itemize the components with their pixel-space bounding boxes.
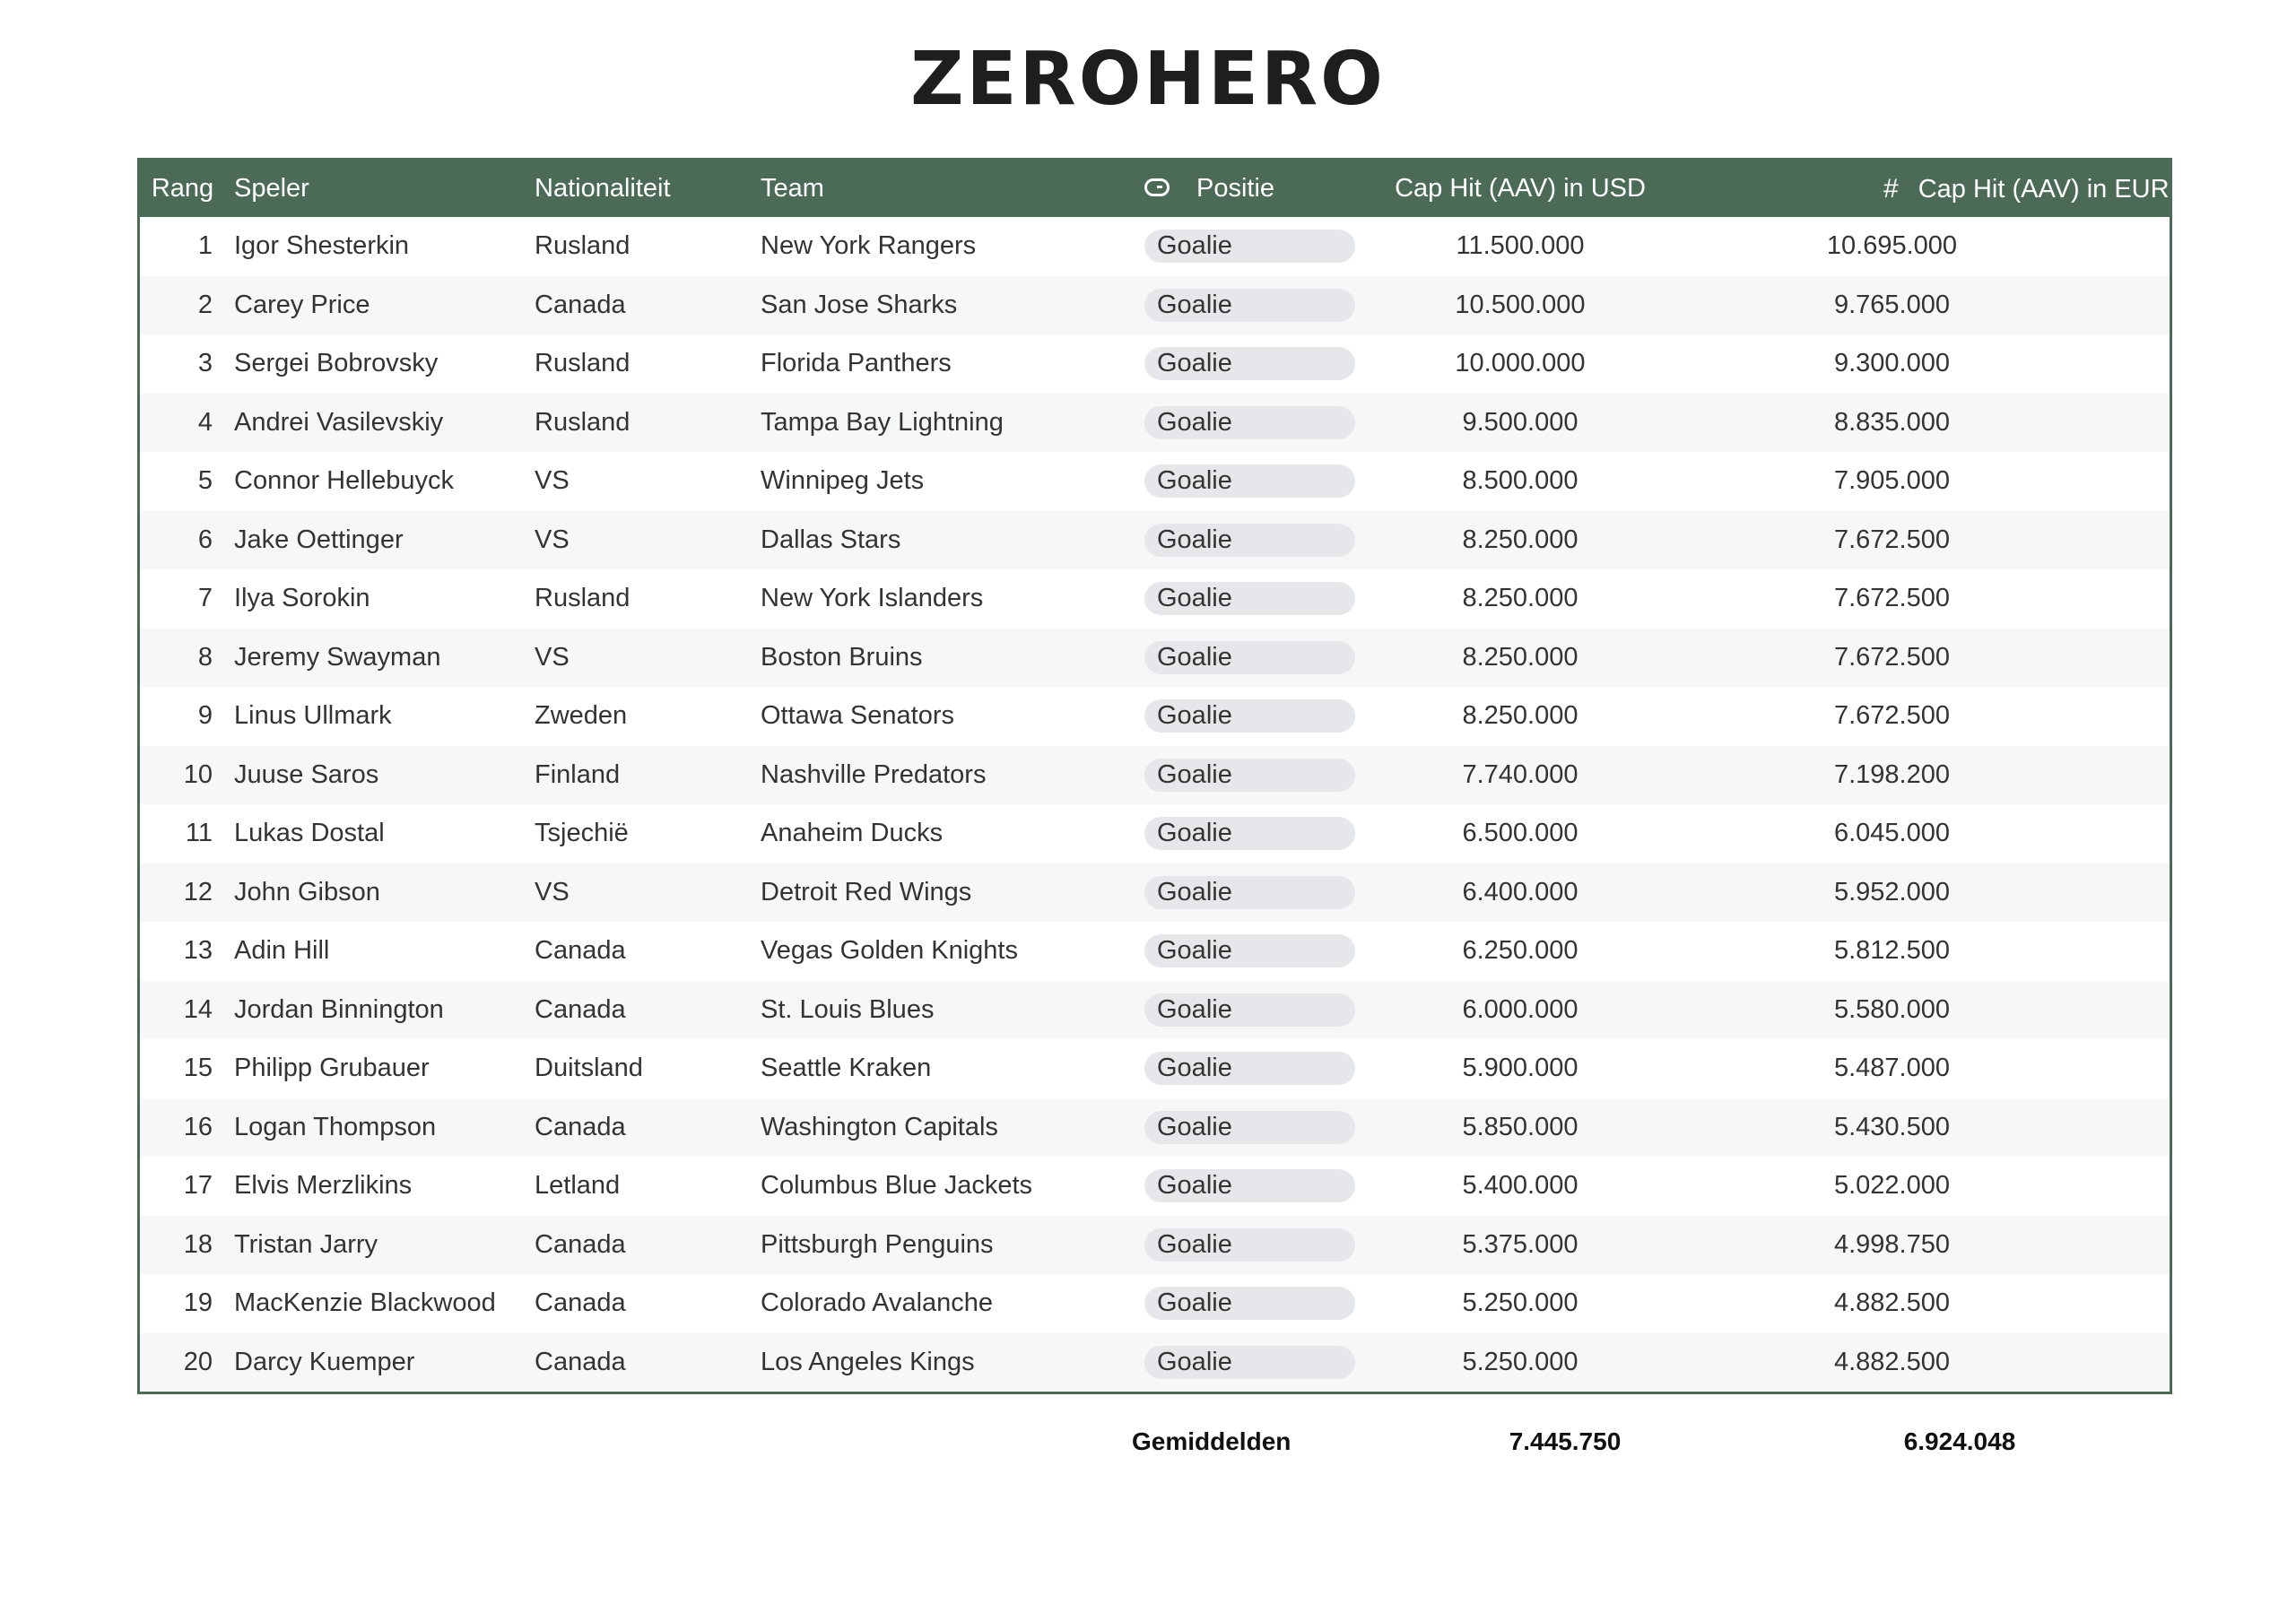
rank-cell: 18 bbox=[183, 1229, 213, 1259]
player-name-cell: John Gibson bbox=[234, 877, 380, 906]
rank-cell: 11 bbox=[185, 819, 213, 848]
player-name-cell: Connor Hellebuyck bbox=[234, 466, 455, 496]
position-pill: Goalie bbox=[1144, 641, 1355, 674]
rank-cell: 12 bbox=[183, 877, 213, 906]
cap-hit-usd-cell: 9.500.000 bbox=[1462, 407, 1578, 437]
position-cell bbox=[1137, 922, 1372, 981]
nationality-cell: Rusland bbox=[535, 349, 631, 378]
nationality-cell: Letland bbox=[535, 1171, 621, 1201]
position-cell bbox=[1137, 863, 1372, 923]
nationality-cell: Rusland bbox=[535, 584, 631, 613]
nationality-cell: Canada bbox=[535, 1229, 626, 1259]
table-row[interactable] bbox=[140, 746, 2170, 805]
nationality-cell: Rusland bbox=[535, 231, 631, 261]
position-pill: Goalie bbox=[1144, 1111, 1355, 1144]
nationality-cell: Canada bbox=[535, 936, 626, 966]
player-name-cell: Carey Price bbox=[234, 290, 370, 319]
player-name-cell: Darcy Kuemper bbox=[234, 1347, 415, 1376]
cap-hit-eur-cell: 5.580.000 bbox=[1833, 994, 1950, 1024]
cap-hit-usd-cell: 8.250.000 bbox=[1462, 584, 1578, 613]
table-row[interactable] bbox=[140, 276, 2170, 335]
player-name-cell: Logan Thompson bbox=[234, 1112, 437, 1141]
rank-cell: 7 bbox=[197, 584, 213, 613]
player-name-cell: Jeremy Swayman bbox=[234, 642, 441, 672]
table-row[interactable] bbox=[140, 1098, 2170, 1158]
cap-hit-eur-cell: 7.672.500 bbox=[1833, 584, 1950, 613]
cap-hit-usd-cell: 5.850.000 bbox=[1462, 1112, 1578, 1141]
position-cell bbox=[1137, 1098, 1372, 1158]
team-cell: Ottawa Senators bbox=[761, 701, 954, 731]
player-name-cell: Jordan Binnington bbox=[234, 994, 444, 1024]
table-header-row bbox=[140, 160, 2170, 217]
cap-hit-eur-cell: 7.672.500 bbox=[1833, 525, 1950, 554]
cap-hit-eur-cell: 7.198.200 bbox=[1833, 759, 1950, 789]
player-name-cell: Juuse Saros bbox=[234, 759, 379, 789]
position-cell bbox=[1137, 981, 1372, 1040]
table-row[interactable] bbox=[140, 217, 2170, 276]
player-name-cell: Jake Oettinger bbox=[234, 525, 404, 554]
cap-hit-eur-cell: 4.882.500 bbox=[1833, 1288, 1950, 1318]
cap-hit-eur-cell: 7.905.000 bbox=[1833, 466, 1950, 496]
nationality-cell: VS bbox=[535, 877, 570, 906]
header-eur-label: Cap Hit (AAV) in EUR bbox=[1918, 174, 2170, 204]
position-cell bbox=[1137, 746, 1372, 805]
nationality-cell: Canada bbox=[535, 1112, 626, 1141]
logo: ZEROHERO bbox=[910, 37, 1386, 122]
rank-cell: 9 bbox=[197, 701, 213, 731]
team-cell: Colorado Avalanche bbox=[761, 1288, 994, 1318]
cap-hit-usd-cell: 6.400.000 bbox=[1462, 877, 1578, 906]
table-row[interactable] bbox=[140, 687, 2170, 746]
averages-row bbox=[0, 1427, 2296, 1463]
position-pill: Goalie bbox=[1144, 934, 1355, 967]
team-cell: Dallas Stars bbox=[761, 525, 901, 554]
nationality-cell: VS bbox=[535, 525, 570, 554]
header-position[interactable] bbox=[1137, 160, 1372, 217]
table-row[interactable] bbox=[140, 1333, 2170, 1392]
player-name-cell: Adin Hill bbox=[234, 936, 330, 966]
team-cell: New York Rangers bbox=[761, 231, 977, 261]
header-name[interactable]: Speler bbox=[234, 174, 309, 203]
position-cell bbox=[1137, 511, 1372, 570]
team-cell: Columbus Blue Jackets bbox=[761, 1171, 1033, 1201]
table-body bbox=[140, 217, 2170, 1392]
table-row[interactable] bbox=[140, 511, 2170, 570]
cap-hit-eur-cell: 4.998.750 bbox=[1833, 1229, 1950, 1259]
position-pill: Goalie bbox=[1144, 1346, 1355, 1379]
team-cell: Los Angeles Kings bbox=[761, 1347, 975, 1376]
position-pill: Goalie bbox=[1144, 817, 1355, 850]
header-eur[interactable] bbox=[1668, 160, 2170, 217]
position-cell bbox=[1137, 1216, 1372, 1275]
cap-hit-eur-cell: 5.812.500 bbox=[1833, 936, 1950, 966]
table-row[interactable] bbox=[140, 804, 2170, 863]
position-cell bbox=[1137, 276, 1372, 335]
player-name-cell: Lukas Dostal bbox=[234, 819, 385, 848]
averages-label: Gemiddelden bbox=[1132, 1427, 1292, 1455]
header-position-label: Positie bbox=[1196, 174, 1275, 203]
rank-cell: 1 bbox=[197, 231, 213, 261]
position-cell bbox=[1137, 217, 1372, 276]
position-cell bbox=[1137, 1039, 1372, 1098]
cap-hit-usd-cell: 5.900.000 bbox=[1462, 1054, 1578, 1083]
nationality-cell: Rusland bbox=[535, 407, 631, 437]
nationality-cell: Tsjechië bbox=[535, 819, 629, 848]
cap-hit-usd-cell: 8.500.000 bbox=[1462, 466, 1578, 496]
position-pill: Goalie bbox=[1144, 1169, 1355, 1202]
nationality-cell: Zweden bbox=[535, 701, 628, 731]
nationality-cell: Canada bbox=[535, 290, 626, 319]
position-pill: Goalie bbox=[1144, 582, 1355, 615]
player-name-cell: MacKenzie Blackwood bbox=[234, 1288, 496, 1318]
team-cell: Nashville Predators bbox=[761, 759, 987, 789]
position-pill: Goalie bbox=[1144, 289, 1355, 322]
table-row[interactable] bbox=[140, 334, 2170, 394]
cap-hit-usd-cell: 5.250.000 bbox=[1462, 1347, 1578, 1376]
position-cell bbox=[1137, 687, 1372, 746]
team-cell: Tampa Bay Lightning bbox=[761, 407, 1004, 437]
nationality-cell: VS bbox=[535, 642, 570, 672]
position-pill: Goalie bbox=[1144, 406, 1355, 439]
cap-hit-usd-cell: 8.250.000 bbox=[1462, 525, 1578, 554]
position-pill: Goalie bbox=[1144, 347, 1355, 380]
player-name-cell: Ilya Sorokin bbox=[234, 584, 370, 613]
rank-cell: 4 bbox=[197, 407, 213, 437]
position-cell bbox=[1137, 804, 1372, 863]
cap-hit-eur-cell: 7.672.500 bbox=[1833, 642, 1950, 672]
header-team[interactable]: Team bbox=[761, 174, 824, 203]
team-cell: Anaheim Ducks bbox=[761, 819, 944, 848]
average-eur: 6.924.048 bbox=[1903, 1427, 2016, 1455]
player-name-cell: Igor Shesterkin bbox=[234, 231, 410, 261]
cap-hit-eur-cell: 6.045.000 bbox=[1833, 819, 1950, 848]
cap-hit-eur-cell: 8.835.000 bbox=[1833, 407, 1950, 437]
position-cell bbox=[1137, 1274, 1372, 1333]
cap-hit-eur-cell: 5.430.500 bbox=[1833, 1112, 1950, 1141]
table-row[interactable] bbox=[140, 863, 2170, 923]
nationality-cell: Canada bbox=[535, 994, 626, 1024]
nationality-cell: Canada bbox=[535, 1288, 626, 1318]
nationality-cell: Finland bbox=[535, 759, 621, 789]
player-name-cell: Sergei Bobrovsky bbox=[234, 349, 439, 378]
cap-hit-eur-cell: 10.695.000 bbox=[1826, 231, 1958, 261]
header-nationality[interactable]: Nationaliteit bbox=[535, 174, 671, 203]
cap-hit-usd-cell: 6.500.000 bbox=[1462, 819, 1578, 848]
cap-hit-eur-cell: 5.952.000 bbox=[1833, 877, 1950, 906]
rank-cell: 17 bbox=[183, 1171, 213, 1201]
team-cell: Vegas Golden Knights bbox=[761, 936, 1018, 966]
position-cell bbox=[1137, 1157, 1372, 1216]
player-name-cell: Linus Ullmark bbox=[234, 701, 392, 731]
rank-cell: 16 bbox=[183, 1112, 213, 1141]
table-row[interactable] bbox=[140, 1274, 2170, 1333]
rank-cell: 10 bbox=[183, 759, 213, 789]
position-pill: Goalie bbox=[1144, 464, 1355, 498]
team-cell: New York Islanders bbox=[761, 584, 984, 613]
cap-hit-usd-cell: 10.500.000 bbox=[1455, 290, 1586, 319]
rank-cell: 14 bbox=[183, 994, 213, 1024]
player-name-cell: Tristan Jarry bbox=[234, 1229, 378, 1259]
position-cell bbox=[1137, 452, 1372, 511]
team-cell: St. Louis Blues bbox=[761, 994, 935, 1024]
position-pill: Goalie bbox=[1144, 1287, 1355, 1320]
cap-hit-usd-cell: 6.000.000 bbox=[1462, 994, 1578, 1024]
position-cell bbox=[1137, 1333, 1372, 1392]
cap-hit-usd-cell: 5.400.000 bbox=[1462, 1171, 1578, 1201]
table-row[interactable] bbox=[140, 1039, 2170, 1098]
team-cell: Florida Panthers bbox=[761, 349, 952, 378]
position-pill: Goalie bbox=[1144, 699, 1355, 733]
table-row[interactable] bbox=[140, 1157, 2170, 1216]
cap-hit-usd-cell: 10.000.000 bbox=[1455, 349, 1586, 378]
cap-hit-usd-cell: 5.250.000 bbox=[1462, 1288, 1578, 1318]
nationality-cell: Canada bbox=[535, 1347, 626, 1376]
hash-icon: # bbox=[1883, 173, 1899, 204]
position-pill: Goalie bbox=[1144, 1052, 1355, 1085]
cap-hit-eur-cell: 9.765.000 bbox=[1833, 290, 1950, 319]
average-usd: 7.445.750 bbox=[1509, 1427, 1622, 1455]
cap-hit-usd-cell: 5.375.000 bbox=[1462, 1229, 1578, 1259]
toggle-icon bbox=[1144, 178, 1170, 196]
position-cell bbox=[1137, 334, 1372, 394]
nationality-cell: Duitsland bbox=[535, 1054, 643, 1083]
rank-cell: 3 bbox=[197, 349, 213, 378]
position-pill: Goalie bbox=[1144, 1228, 1355, 1262]
cap-hit-usd-cell: 8.250.000 bbox=[1462, 642, 1578, 672]
team-cell: Pittsburgh Penguins bbox=[761, 1229, 994, 1259]
table-row[interactable] bbox=[140, 1216, 2170, 1275]
position-pill: Goalie bbox=[1144, 759, 1355, 792]
cap-hit-eur-cell: 5.022.000 bbox=[1833, 1171, 1950, 1201]
rank-cell: 8 bbox=[197, 642, 213, 672]
header-rank[interactable]: Rang bbox=[151, 174, 214, 203]
cap-hit-usd-cell: 7.740.000 bbox=[1462, 759, 1578, 789]
table-row[interactable] bbox=[140, 981, 2170, 1040]
player-name-cell: Philipp Grubauer bbox=[234, 1054, 430, 1083]
team-cell: Winnipeg Jets bbox=[761, 466, 925, 496]
position-cell bbox=[1137, 394, 1372, 453]
position-cell bbox=[1137, 569, 1372, 629]
header-usd[interactable]: Cap Hit (AAV) in USD bbox=[1395, 174, 1646, 203]
player-name-cell: Elvis Merzlikins bbox=[234, 1171, 413, 1201]
team-cell: Washington Capitals bbox=[761, 1112, 998, 1141]
team-cell: Boston Bruins bbox=[761, 642, 923, 672]
position-pill: Goalie bbox=[1144, 524, 1355, 557]
cap-hit-eur-cell: 5.487.000 bbox=[1833, 1054, 1950, 1083]
position-cell bbox=[1137, 629, 1372, 688]
team-cell: San Jose Sharks bbox=[761, 290, 958, 319]
team-cell: Detroit Red Wings bbox=[761, 877, 972, 906]
player-name-cell: Andrei Vasilevskiy bbox=[234, 407, 444, 437]
position-pill: Goalie bbox=[1144, 993, 1355, 1027]
table-row[interactable] bbox=[140, 394, 2170, 453]
position-pill: Goalie bbox=[1144, 876, 1355, 909]
rank-cell: 19 bbox=[183, 1288, 213, 1318]
rank-cell: 13 bbox=[183, 936, 213, 966]
table-row[interactable] bbox=[140, 569, 2170, 629]
rank-cell: 5 bbox=[197, 466, 213, 496]
rank-cell: 15 bbox=[183, 1054, 213, 1083]
cap-hit-usd-cell: 11.500.000 bbox=[1456, 231, 1585, 261]
nationality-cell: VS bbox=[535, 466, 570, 496]
cap-hit-eur-cell: 9.300.000 bbox=[1833, 349, 1950, 378]
position-pill: Goalie bbox=[1144, 230, 1355, 263]
cap-hit-eur-cell: 4.882.500 bbox=[1833, 1347, 1950, 1376]
salary-table bbox=[137, 158, 2172, 1394]
rank-cell: 6 bbox=[197, 525, 213, 554]
table-row[interactable] bbox=[140, 452, 2170, 511]
cap-hit-usd-cell: 8.250.000 bbox=[1462, 701, 1578, 731]
team-cell: Seattle Kraken bbox=[761, 1054, 932, 1083]
rank-cell: 2 bbox=[197, 290, 213, 319]
table-row[interactable] bbox=[140, 629, 2170, 688]
rank-cell: 20 bbox=[183, 1347, 213, 1376]
table-row[interactable] bbox=[140, 922, 2170, 981]
cap-hit-eur-cell: 7.672.500 bbox=[1833, 701, 1950, 731]
cap-hit-usd-cell: 6.250.000 bbox=[1462, 936, 1578, 966]
